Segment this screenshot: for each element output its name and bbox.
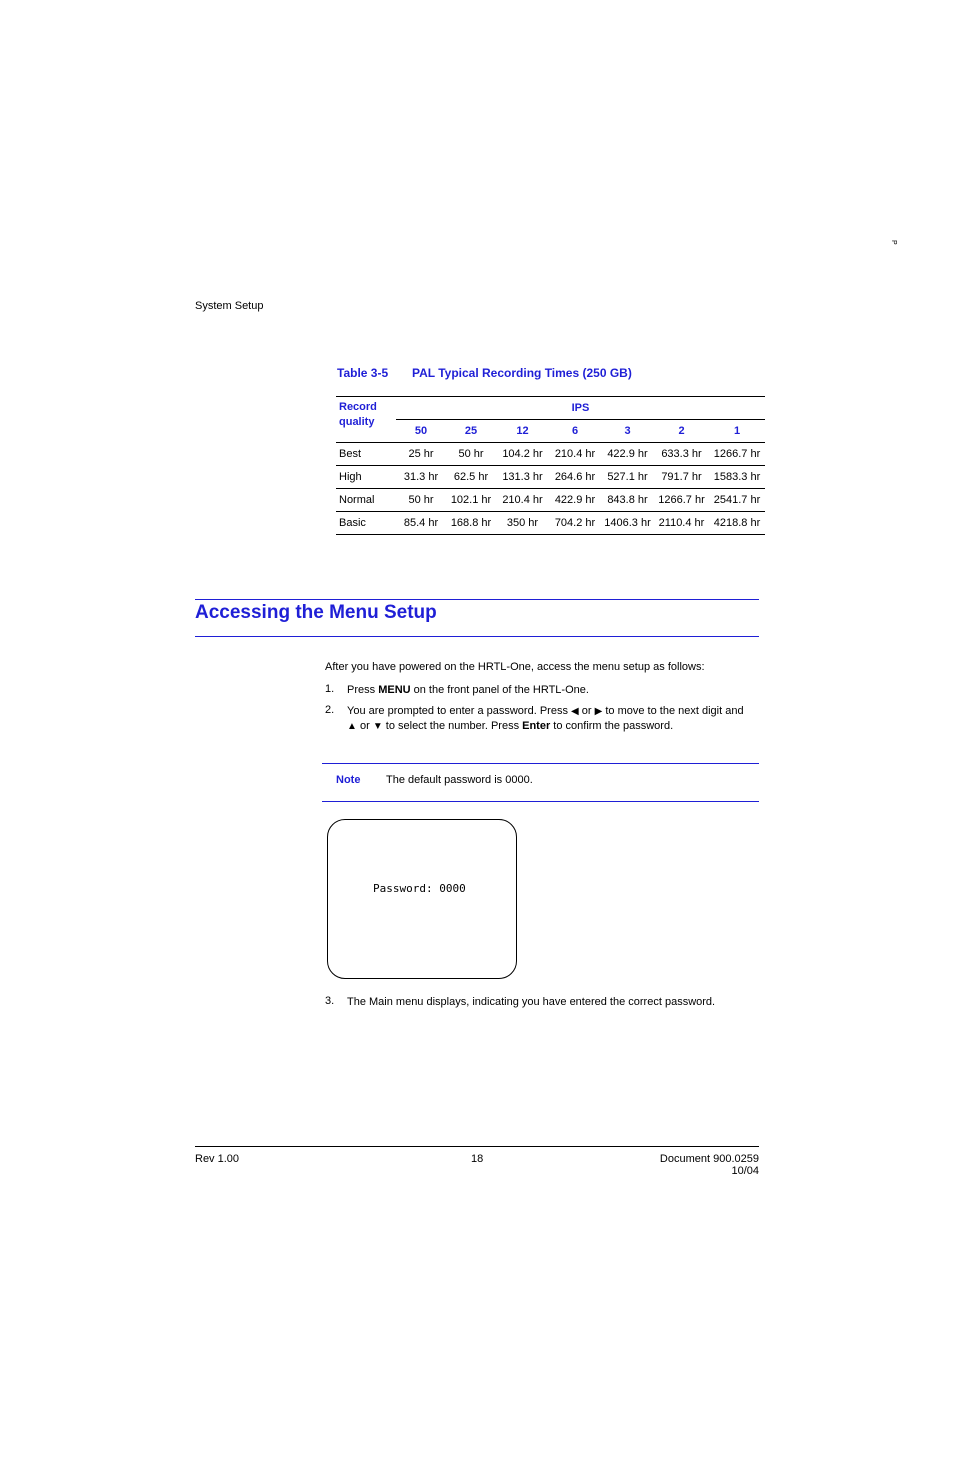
time-cell: 422.9 hr (549, 489, 601, 512)
time-cell: 104.2 hr (496, 443, 549, 466)
ips-header: 25 (446, 420, 496, 443)
footer-revision: Rev 1.00 (195, 1153, 240, 1165)
time-cell: 131.3 hr (496, 466, 549, 489)
time-cell: 527.1 hr (601, 466, 654, 489)
footer-page-number: 18 (471, 1153, 484, 1165)
note-text: The default password is 0000. (386, 774, 533, 786)
time-cell: 1266.7 hr (654, 489, 709, 512)
time-cell: 50 hr (446, 443, 496, 466)
note-rule-top (322, 763, 759, 764)
down-arrow-icon: ▼ (372, 721, 383, 732)
note-rule-bottom (322, 801, 759, 802)
table-row (336, 489, 765, 512)
table-row (336, 443, 765, 466)
table-row (336, 466, 765, 489)
time-cell: 210.4 hr (496, 489, 549, 512)
quality-cell: Basic (336, 512, 396, 535)
time-cell: 85.4 hr (396, 512, 446, 535)
ips-header: 6 (549, 420, 601, 443)
step-3-text: The Main menu displays, indicating you have entered the correct password. (347, 996, 716, 1008)
up-arrow-icon: ▲ (347, 721, 357, 732)
ips-header: 12 (496, 420, 549, 443)
time-cell: 633.3 hr (654, 443, 709, 466)
time-cell: 168.8 hr (446, 512, 496, 535)
time-cell: 422.9 hr (601, 443, 654, 466)
section-rule-top (195, 599, 759, 600)
time-cell: 62.5 hr (446, 466, 496, 489)
footer-document (620, 1153, 759, 1177)
quality-cell: High (336, 466, 396, 489)
time-cell: 4218.8 hr (709, 512, 765, 535)
time-cell: 31.3 hr (396, 466, 446, 489)
corner-mark: P (890, 240, 897, 245)
time-cell: 25 hr (396, 443, 446, 466)
time-cell: 704.2 hr (549, 512, 601, 535)
time-cell: 350 hr (496, 512, 549, 535)
table-title: PAL Typical Recording Times (250 GB) (412, 366, 632, 380)
section-title: Accessing the Menu Setup (195, 602, 437, 623)
left-arrow-icon: ◀ (571, 706, 579, 717)
section-rule-bottom (195, 636, 759, 637)
time-cell: 2110.4 hr (654, 512, 709, 535)
time-cell: 1583.3 hr (709, 466, 765, 489)
table-number: Table 3-5 (337, 366, 389, 380)
step-number: 2. (325, 704, 335, 716)
time-cell: 843.8 hr (601, 489, 654, 512)
time-cell: 1266.7 hr (709, 443, 765, 466)
intro-paragraph: After you have powered on the HRTL-One, access the menu setup as follows: (325, 661, 705, 673)
col-group-ips: IPS (396, 397, 765, 420)
step-1-text: Press MENU on the front panel of the HRTL-One. (347, 684, 589, 696)
running-head: System Setup (195, 300, 264, 312)
ips-header: 3 (601, 420, 654, 443)
footer-rule (195, 1146, 759, 1147)
table-row (336, 512, 765, 535)
password-screen-text: Password: 0000 (373, 882, 466, 895)
note-label: Note (336, 774, 361, 786)
ips-header: 1 (709, 420, 765, 443)
time-cell: 210.4 hr (549, 443, 601, 466)
step-number: 1. (325, 683, 335, 695)
footer-date: 10/04 (731, 1165, 759, 1177)
footer-document-number: Document 900.0259 (659, 1153, 759, 1165)
right-arrow-icon: ▶ (594, 706, 603, 717)
table-caption (337, 366, 632, 380)
time-cell: 2541.7 hr (709, 489, 765, 512)
ips-header: 2 (654, 420, 709, 443)
quality-cell: Normal (336, 489, 396, 512)
enter-key-label: Enter (522, 720, 551, 732)
step-2-text: You are prompted to enter a password. Press ◀ or ▶ to move to the next digit and ▲ or ▼ to select the number. Press Enter to confirm the password. (347, 705, 744, 732)
menu-key-label: MENU (378, 684, 411, 696)
time-cell: 102.1 hr (446, 489, 496, 512)
password-screen (327, 819, 517, 979)
ips-header: 50 (396, 420, 446, 443)
time-cell: 1406.3 hr (601, 512, 654, 535)
step-number: 3. (325, 995, 335, 1007)
col-header-record-quality: Record quality (336, 397, 396, 443)
recording-times-table (336, 396, 765, 535)
time-cell: 791.7 hr (654, 466, 709, 489)
quality-cell: Best (336, 443, 396, 466)
time-cell: 264.6 hr (549, 466, 601, 489)
time-cell: 50 hr (396, 489, 446, 512)
